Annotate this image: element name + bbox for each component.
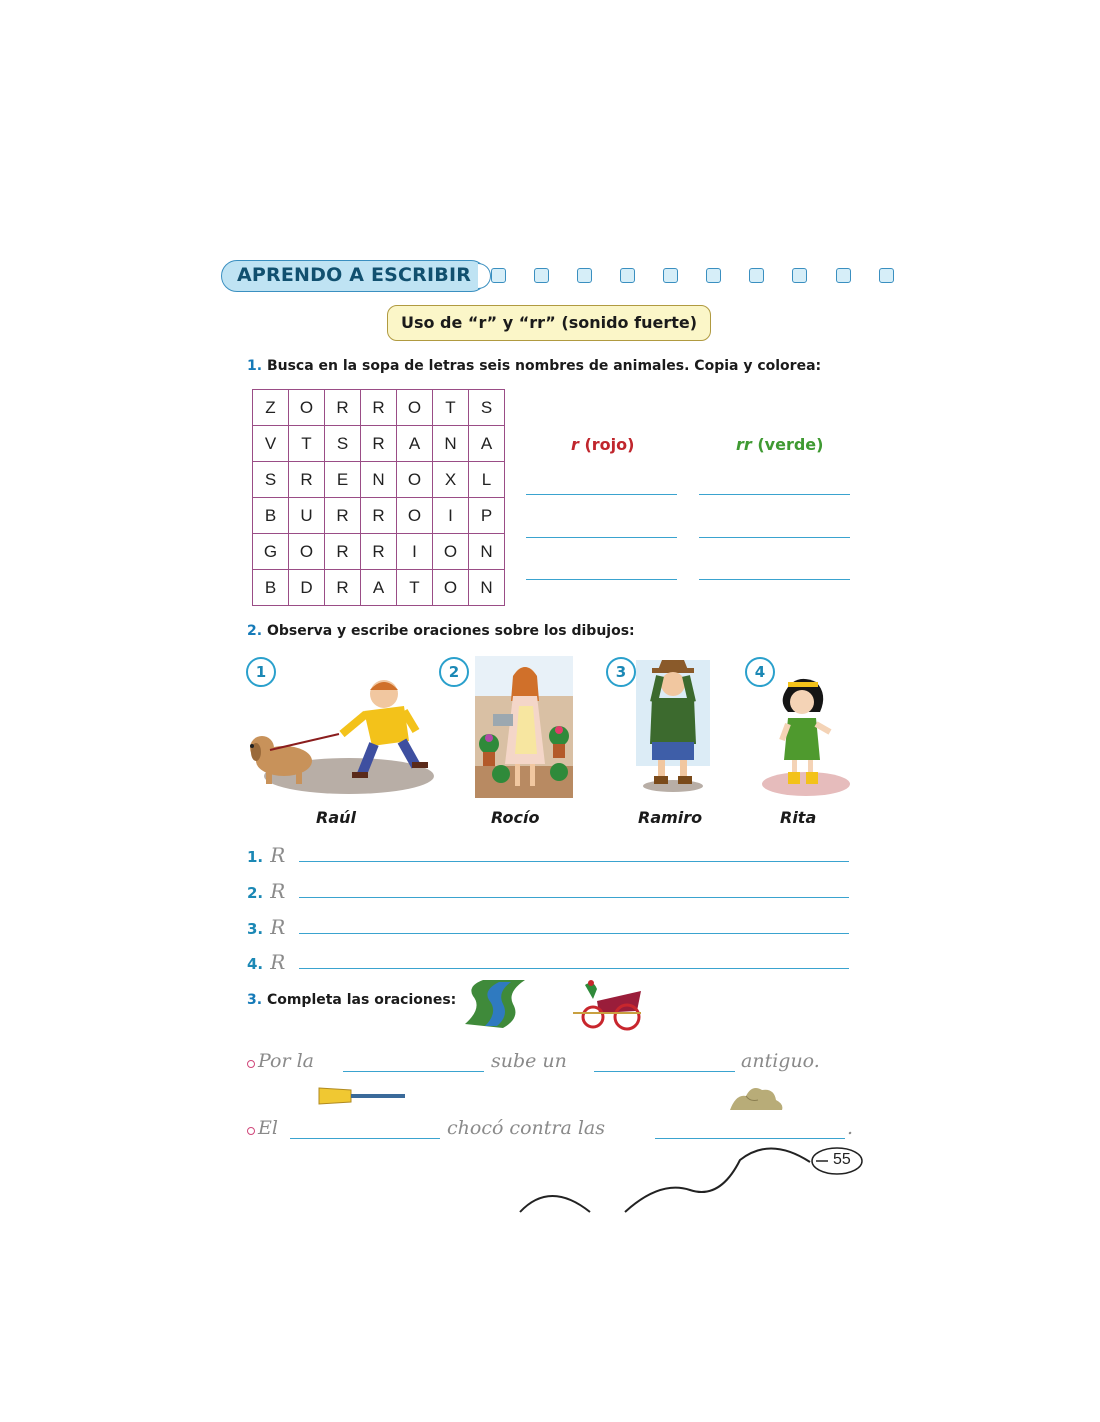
grid-cell[interactable]: S [469,390,505,426]
grid-cell[interactable]: R [325,498,361,534]
blank-line[interactable] [655,1138,845,1139]
sentence-number: 3. [247,920,264,938]
girl-watering-flowers-illustration [475,656,573,798]
grid-row [253,534,505,570]
grid-cell[interactable]: N [469,570,505,606]
column-label: (verde) [757,435,824,454]
grid-cell[interactable]: S [253,462,289,498]
grid-row [253,426,505,462]
boy-walking-dog-illustration [244,676,434,801]
grid-cell[interactable]: R [325,570,361,606]
decor-square [577,268,592,283]
grid-cell[interactable]: N [361,462,397,498]
rocks-icon [728,1080,784,1112]
exercise-1-instruction [247,358,821,374]
grid-cell[interactable]: G [253,534,289,570]
decor-square [706,268,721,283]
lesson-subtitle: Uso de “r” y “rr” (sonido fuerte) [387,305,711,341]
grid-cell[interactable]: B [253,498,289,534]
sentence-row-3 [247,915,852,939]
answer-line-r-2[interactable] [526,537,677,538]
exercise-text: Observa y escribe oraciones sobre los dibujos: [266,623,635,639]
grid-cell[interactable]: I [397,534,433,570]
man-with-hat-illustration [632,656,714,794]
grid-cell[interactable]: T [289,426,325,462]
sentence-part: chocó contra las [447,1117,605,1139]
decor-square [663,268,678,283]
grid-cell[interactable]: T [433,390,469,426]
character-name-2: Rocío [491,808,540,827]
section-title: APRENDO A ESCRIBIR [236,264,472,286]
grid-cell[interactable]: R [325,390,361,426]
grid-row [253,498,505,534]
grid-cell[interactable]: L [469,462,505,498]
answer-line-rr-1[interactable] [699,494,850,495]
decor-square [491,268,506,283]
exercise-number: 3. [247,992,263,1008]
grid-cell[interactable]: O [397,462,433,498]
column-label: (rojo) [584,435,635,454]
grid-cell[interactable]: R [361,498,397,534]
grid-cell[interactable]: P [469,498,505,534]
blank-line[interactable] [594,1071,735,1072]
sentence-row-4 [247,950,852,974]
grid-cell[interactable]: O [397,390,433,426]
page-number: 55 [833,1151,851,1168]
picture-number-3: 3 [606,657,636,687]
answer-line-rr-3[interactable] [699,579,850,580]
sentence-line[interactable] [299,897,849,898]
grid-row [253,462,505,498]
picture-number-4: 4 [745,657,775,687]
sentence-line[interactable] [299,861,849,862]
exercise-2-instruction [247,623,635,639]
decor-square [792,268,807,283]
script-letter: R [270,879,286,903]
grid-cell[interactable]: A [469,426,505,462]
script-letter: R [270,950,286,974]
exercise-text: Busca en la sopa de letras seis nombres de animales. Copia y colorea: [266,358,822,374]
bullet-icon [247,1060,255,1068]
grid-cell[interactable]: V [253,426,289,462]
answer-line-r-1[interactable] [526,494,677,495]
script-letter: R [270,915,286,939]
sentence-part: Por la [258,1050,314,1072]
sentence-part: sube un [491,1050,567,1072]
oar-icon [317,1084,407,1108]
script-letter: R [270,843,286,867]
sentence-part: El [258,1117,278,1139]
exercise-3-instruction [247,992,456,1008]
blank-line[interactable] [343,1071,484,1072]
river-icon [463,978,527,1030]
bullet-icon [247,1127,255,1135]
decor-square [836,268,851,283]
sentence-number: 1. [247,848,264,866]
column-head-r [571,435,634,454]
grid-row [253,390,505,426]
grid-cell[interactable]: N [433,426,469,462]
grid-cell[interactable]: X [433,462,469,498]
grid-cell[interactable]: R [325,534,361,570]
grid-cell[interactable]: Z [253,390,289,426]
sentence-row-1 [247,843,852,867]
sentence-row-2 [247,879,852,903]
girl-rita-illustration [758,672,854,798]
grid-cell[interactable]: O [433,570,469,606]
decor-square [534,268,549,283]
grid-cell[interactable]: O [433,534,469,570]
answer-line-r-3[interactable] [526,579,677,580]
carriage-icon [571,977,645,1031]
answer-line-rr-2[interactable] [699,537,850,538]
grid-cell[interactable]: A [361,570,397,606]
decor-square [620,268,635,283]
blank-line[interactable] [290,1138,440,1139]
grid-cell[interactable]: A [397,426,433,462]
character-name-1: Raúl [316,808,356,827]
grid-cell[interactable]: O [289,390,325,426]
word-search-grid [252,389,505,606]
exercise-text: Completa las oraciones: [266,992,457,1008]
grid-cell[interactable]: B [253,570,289,606]
grid-cell[interactable]: D [289,570,325,606]
grid-cell[interactable]: U [289,498,325,534]
column-letters: rr [736,435,752,454]
grid-cell[interactable]: R [361,390,397,426]
picture-number-2: 2 [439,657,469,687]
column-head-rr [736,435,823,454]
column-letters: r [571,435,579,454]
exercise-number: 2. [247,623,263,639]
grid-cell[interactable]: I [433,498,469,534]
grid-cell[interactable]: R [361,534,397,570]
grid-row [253,570,505,606]
section-banner [221,260,487,292]
sentence-number: 4. [247,955,264,973]
exercise-number: 1. [247,358,263,374]
sentence-part: antiguo. [741,1050,820,1072]
character-name-3: Ramiro [638,808,703,827]
grid-cell[interactable]: S [325,426,361,462]
sentence-part: . [847,1117,854,1139]
grid-cell[interactable]: T [397,570,433,606]
grid-cell[interactable]: R [289,462,325,498]
grid-cell[interactable]: N [469,534,505,570]
grid-cell[interactable]: O [397,498,433,534]
decor-square [879,268,894,283]
picture-number-1: 1 [246,657,276,687]
sentence-line[interactable] [299,933,849,934]
grid-cell[interactable]: R [361,426,397,462]
sentence-number: 2. [247,884,264,902]
sentence-line[interactable] [299,968,849,969]
banner-tip [478,263,491,289]
character-name-4: Rita [780,808,817,827]
grid-cell[interactable]: O [289,534,325,570]
decor-square [749,268,764,283]
grid-cell[interactable]: E [325,462,361,498]
